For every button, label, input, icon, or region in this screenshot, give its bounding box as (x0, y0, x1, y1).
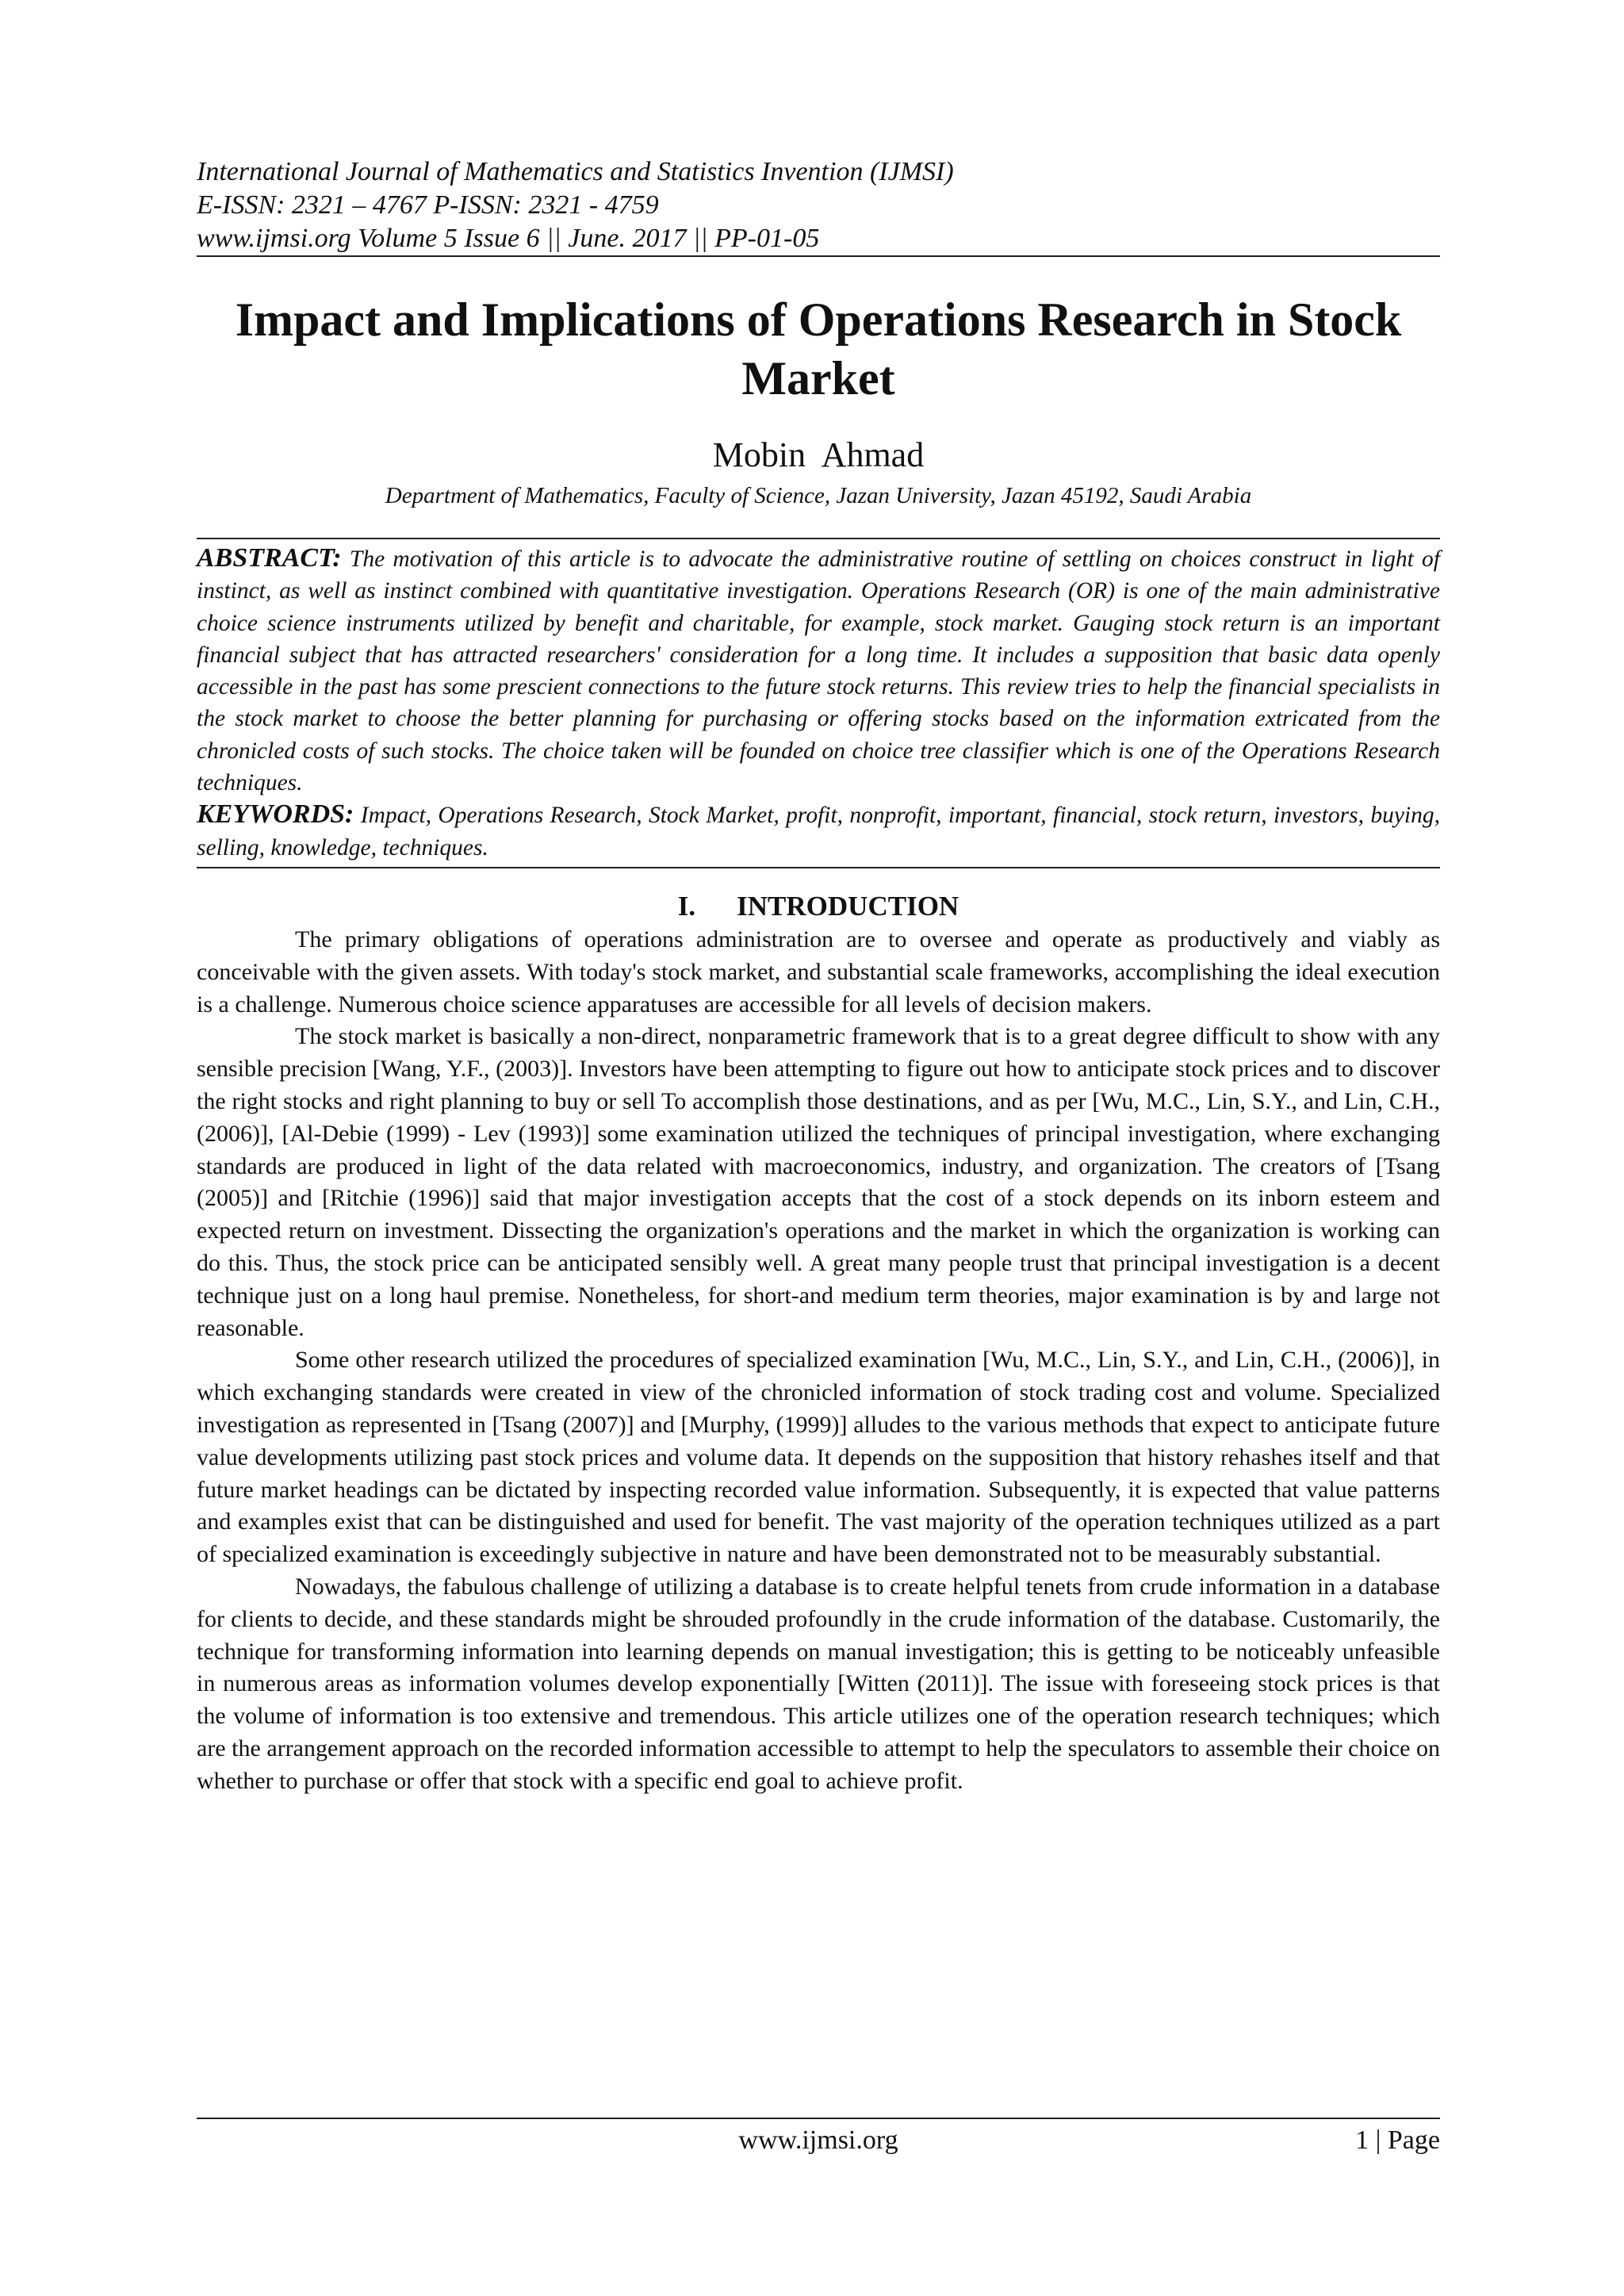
title-line-2: Market (741, 352, 895, 404)
abstract-label: ABSTRACT: (197, 543, 342, 573)
intro-paragraph-2: The stock market is basically a non-direct, nonparametric framework that is to a great degree difficult to show with any sensible precision [Wang, Y.F., (2003)]. Investors have been attempting to figure out how to anticipate stock prices and to discover the right stocks and right planning to buy or sell To accomplish those destinations, and as per [Wu, M.C., Lin, S.Y., and Lin, C.H., (2006)], [Al-Debie (1999) - Lev (1993)] some examination utilized the techniques of principal investigation, where exchanging standards are produced in light of the data related with macroeconomics, industry, and organization. The creators of [Tsang (2005)] and [Ritchie (1996)] said that major investigation accepts that the cost of a stock depends on its inborn esteem and expected return on investment. Dissecting the organization's operations and the market in which the organization is working can do this. Thus, the stock price can be anticipated sensibly well. A great many people trust that principal investigation is a decent technique just on a long haul premise. Nonetheless, for short-and medium term theories, major examination is by and large not reasonable. (197, 1023, 1440, 1341)
keywords-text: Impact, Operations Research, Stock Market, profit, nonprofit, important, financial, stock return, investors, buying, selling, knowledge, techniques. (197, 803, 1440, 861)
intro-paragraph-3: Some other research utilized the procedures of specialized examination [Wu, M.C., Lin, S.Y., and Lin, C.H., (2006)], in which exchanging standards were created in view of the chronicled information of stock trading cost and volume. Specialized investigation as represented in [Tsang (2007)] and [Murphy, (1999)] alludes to the various methods that expect to anticipate future value developments utilizing past stock prices and volume data. It depends on the supposition that history rehashes itself and that future market headings can be dictated by inspecting recorded value information. Subsequently, it is expected that value patterns and examples exist that can be distinguished and used for benefit. The vast majority of the operation techniques utilized as a part of specialized examination is exceedingly subjective in nature and have been demonstrated not to be measurably substantial. (197, 1347, 1440, 1568)
author-name: Mobin Ahmad (712, 435, 925, 474)
abstract-bottom-rule (197, 867, 1440, 868)
section-title: INTRODUCTION (737, 890, 959, 922)
section-heading (197, 889, 1440, 924)
page-footer (197, 2125, 1440, 2160)
abstract-text: The motivation of this article is to advocate the administrative routine of settling on choices construct in light of instinct, as well as instinct combined with quantitative investigation. Operations Research (OR) is one of the main administrative choice science instruments utilized by benefit and charitable, for example, stock market. Gauging stock return is an important financial subject that has attracted researchers' consideration for a long time. It includes a supposition that basic data openly accessible in the past has some prescient connections to the future stock returns. This review tries to help the financial specialists in the stock market to choose the better planning for purchasing or offering stocks based on the information extricated from the chronicled costs of such stocks. The choice taken will be founded on choice tree classifier which is one of the Operations Research techniques. (197, 546, 1440, 796)
paper-page (197, 155, 1440, 1797)
footer-rule (197, 2118, 1440, 2119)
section-number: I. (677, 890, 696, 922)
journal-issn: E-ISSN: 2321 – 4767 P-ISSN: 2321 - 4759 (197, 190, 659, 220)
intro-paragraph-1: The primary obligations of operations administration are to oversee and operate as productively and viably as conceivable with the given assets. With today's stock market, and substantial scale frameworks, accomplishing the ideal execution is a challenge. Numerous choice science apparatuses are accessible for all levels of decision makers. (197, 926, 1440, 1018)
paper-title (197, 290, 1440, 408)
intro-paragraph-4: Nowadays, the fabulous challenge of utilizing a database is to create helpful tenets from crude information in a database for clients to decide, and these standards might be shrouded profoundly in the crude information of the database. Customarily, the technique for transforming information into learning depends on manual investigation; this is getting to be noticeably unfeasible in numerous areas as information volumes develop exponentially [Witten (2011)]. The issue with foreseeing stock prices is that the volume of information is too extensive and tremendous. This article utilizes one of the operation research techniques; which are the arrangement approach on the recorded information accessible to attempt to help the speculators to assemble their choice on whether to purchase or offer that stock with a specific end goal to achieve profit. (197, 1573, 1440, 1794)
journal-volume: www.ijmsi.org Volume 5 Issue 6 || June. 2017 || PP-01-05 (197, 224, 820, 253)
header-rule (197, 255, 1440, 257)
author-affiliation: Department of Mathematics, Faculty of Science, Jazan University, Jazan 45192, Saudi Arabia (385, 483, 1252, 508)
page-number: 1 | Page (1355, 2125, 1440, 2155)
footer-website: www.ijmsi.org (738, 2125, 898, 2155)
journal-name: International Journal of Mathematics and Statistics Invention (IJMSI) (197, 157, 954, 186)
journal-header (197, 155, 1440, 255)
keywords-label: KEYWORDS: (197, 799, 354, 830)
abstract (197, 539, 1440, 799)
title-line-1: Impact and Implications of Operations Research in Stock (235, 293, 1402, 346)
keywords (197, 799, 1440, 864)
